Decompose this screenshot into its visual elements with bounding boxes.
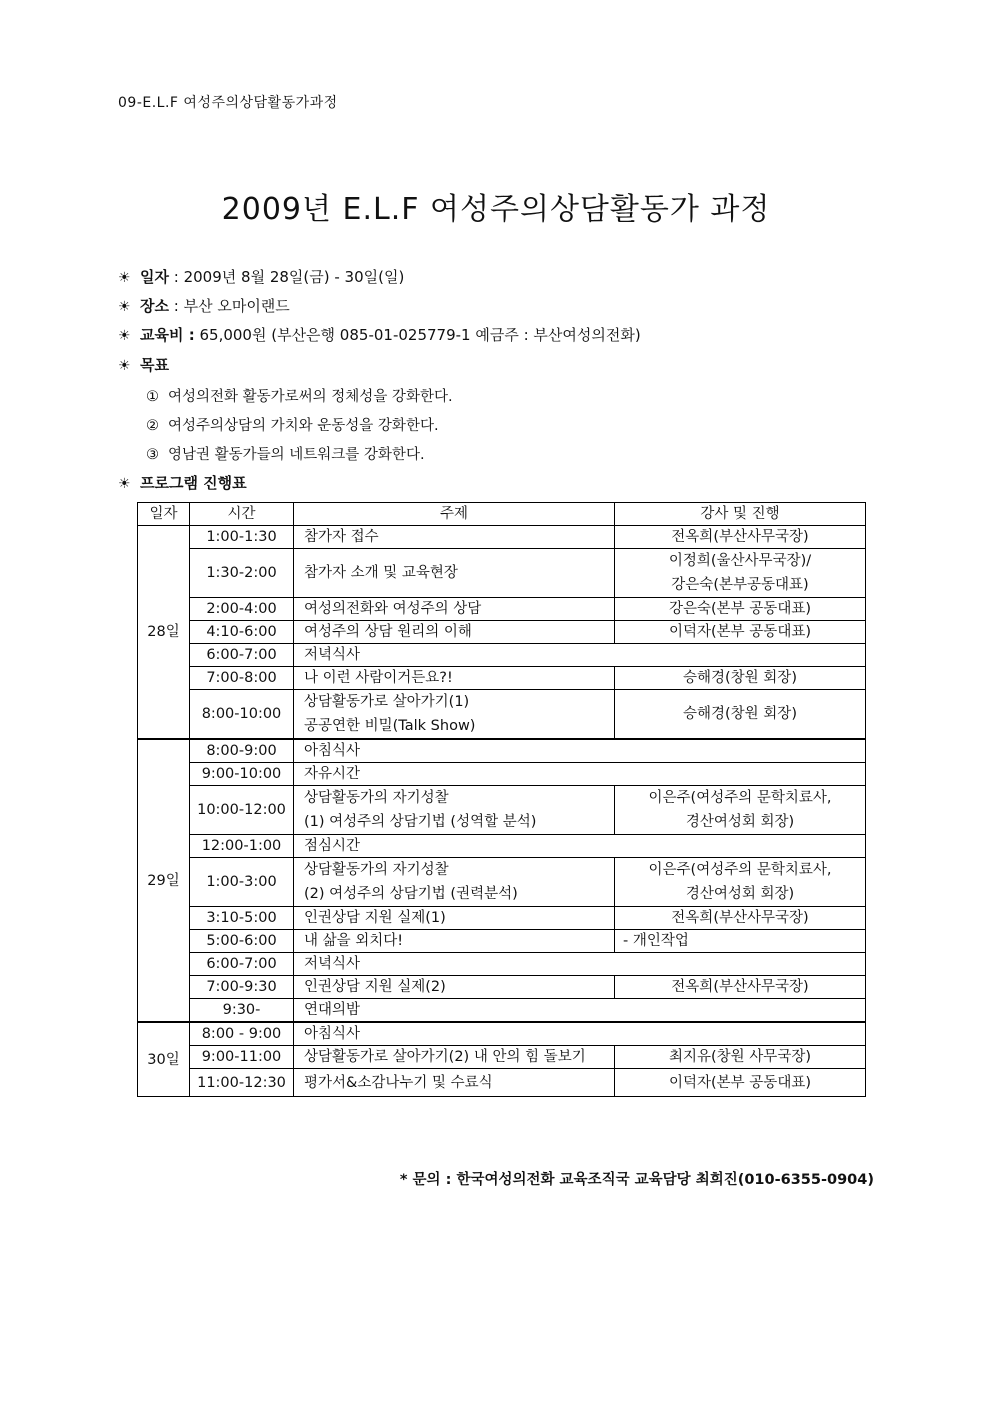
- document-header: 09-E.L.F 여성주의상담활동가과정: [118, 95, 338, 111]
- program-schedule-table: [137, 502, 866, 1097]
- info-date: [118, 267, 404, 288]
- place-label: 장소: [140, 297, 169, 315]
- goal-item: ① 여성의전화 활동가로써의 정체성을 강화한다.: [146, 389, 453, 405]
- header-instructor: 강사 및 진행: [615, 503, 866, 526]
- fee-value: 65,000원 (부산은행 085-01-025779-1 예금주 : 부산여성의전화): [199, 326, 641, 344]
- table-row: 9:00-11:00 상담활동가로 살아가기(2) 내 안의 힘 돌보기 최지유(창원 사무국장): [138, 1046, 866, 1069]
- fee-label: 교육비 :: [140, 326, 195, 344]
- table-row: 29일 8:00-9:00 아침식사: [138, 739, 866, 763]
- table-row: 11:00-12:30 평가서&소감나누기 및 수료식 이덕자(본부 공동대표): [138, 1069, 866, 1097]
- table-row: 4:10-6:00 여성주의 상담 원리의 이해 이덕자(본부 공동대표): [138, 621, 866, 644]
- table-row: 3:10-5:00 인권상담 지원 실제(1) 전옥희(부산사무국장): [138, 907, 866, 930]
- table-row: 8:00-10:00 상담활동가로 살아가기(1) 공공연한 비밀(Talk Show) 승해경(창원 회장): [138, 690, 866, 740]
- table-row: 9:00-10:00 자유시간: [138, 763, 866, 786]
- table-row: 6:00-7:00 저녁식사: [138, 953, 866, 976]
- table-row: 1:00-3:00 상담활동가의 자기성찰 (2) 여성주의 상담기법 (권력분석) 이은주(여성주의 문학치료사, 경산여성회 회장): [138, 858, 866, 907]
- day-cell: 30일: [138, 1022, 190, 1097]
- goal-label: 목표: [140, 356, 169, 374]
- info-program: [118, 473, 247, 494]
- day-cell: 29일: [138, 739, 190, 1022]
- goal-item: ③ 영남권 활동가들의 네트워크를 강화한다.: [146, 447, 425, 463]
- date-label: 일자: [140, 268, 169, 286]
- program-label: 프로그램 진행표: [140, 474, 247, 492]
- table-row: 28일 1:00-1:30 참가자 접수 전옥희(부산사무국장): [138, 526, 866, 549]
- header-day: 일자: [138, 503, 190, 526]
- sun-bullet-icon: ☀: [118, 299, 131, 315]
- sun-bullet-icon: ☀: [118, 328, 131, 344]
- page-title: 2009년 E.L.F 여성주의상담활동가 과정: [221, 192, 771, 227]
- place-value: : 부산 오마이랜드: [173, 297, 290, 315]
- header-topic: 주제: [294, 503, 615, 526]
- table-row: 1:30-2:00 참가자 소개 및 교육현장 이정희(울산사무국장)/ 강은숙(본부공동대표): [138, 549, 866, 598]
- table-header-row: [138, 503, 866, 526]
- sun-bullet-icon: ☀: [118, 358, 131, 374]
- table-row: 30일 8:00 - 9:00 아침식사: [138, 1022, 866, 1046]
- sun-bullet-icon: ☀: [118, 270, 131, 286]
- table-row: 10:00-12:00 상담활동가의 자기성찰 (1) 여성주의 상담기법 (성역할 분석) 이은주(여성주의 문학치료사, 경산여성회 회장): [138, 786, 866, 835]
- day-cell: 28일: [138, 526, 190, 740]
- info-fee: [118, 325, 641, 346]
- table-row: 12:00-1:00 점심시간: [138, 835, 866, 858]
- table-row: 6:00-7:00 저녁식사: [138, 644, 866, 667]
- info-goal: [118, 355, 169, 376]
- table-row: 7:00-8:00 나 이런 사람이거든요?! 승해경(창원 회장): [138, 667, 866, 690]
- header-time: 시간: [190, 503, 294, 526]
- table-row: 7:00-9:30 인권상담 지원 실제(2) 전옥희(부산사무국장): [138, 976, 866, 999]
- table-row: 5:00-6:00 내 삶을 외치다! - 개인작업: [138, 930, 866, 953]
- table-row: 9:30- 연대의밤: [138, 999, 866, 1023]
- contact-info: * 문의 : 한국여성의전화 교육조직국 교육담당 최희진(010-6355-0904): [399, 1172, 874, 1188]
- table-row: 2:00-4:00 여성의전화와 여성주의 상담 강은숙(본부 공동대표): [138, 598, 866, 621]
- info-place: [118, 296, 290, 317]
- sun-bullet-icon: ☀: [118, 476, 131, 492]
- goal-item: ② 여성주의상담의 가치와 운동성을 강화한다.: [146, 418, 439, 434]
- date-value: : 2009년 8월 28일(금) - 30일(일): [173, 268, 405, 286]
